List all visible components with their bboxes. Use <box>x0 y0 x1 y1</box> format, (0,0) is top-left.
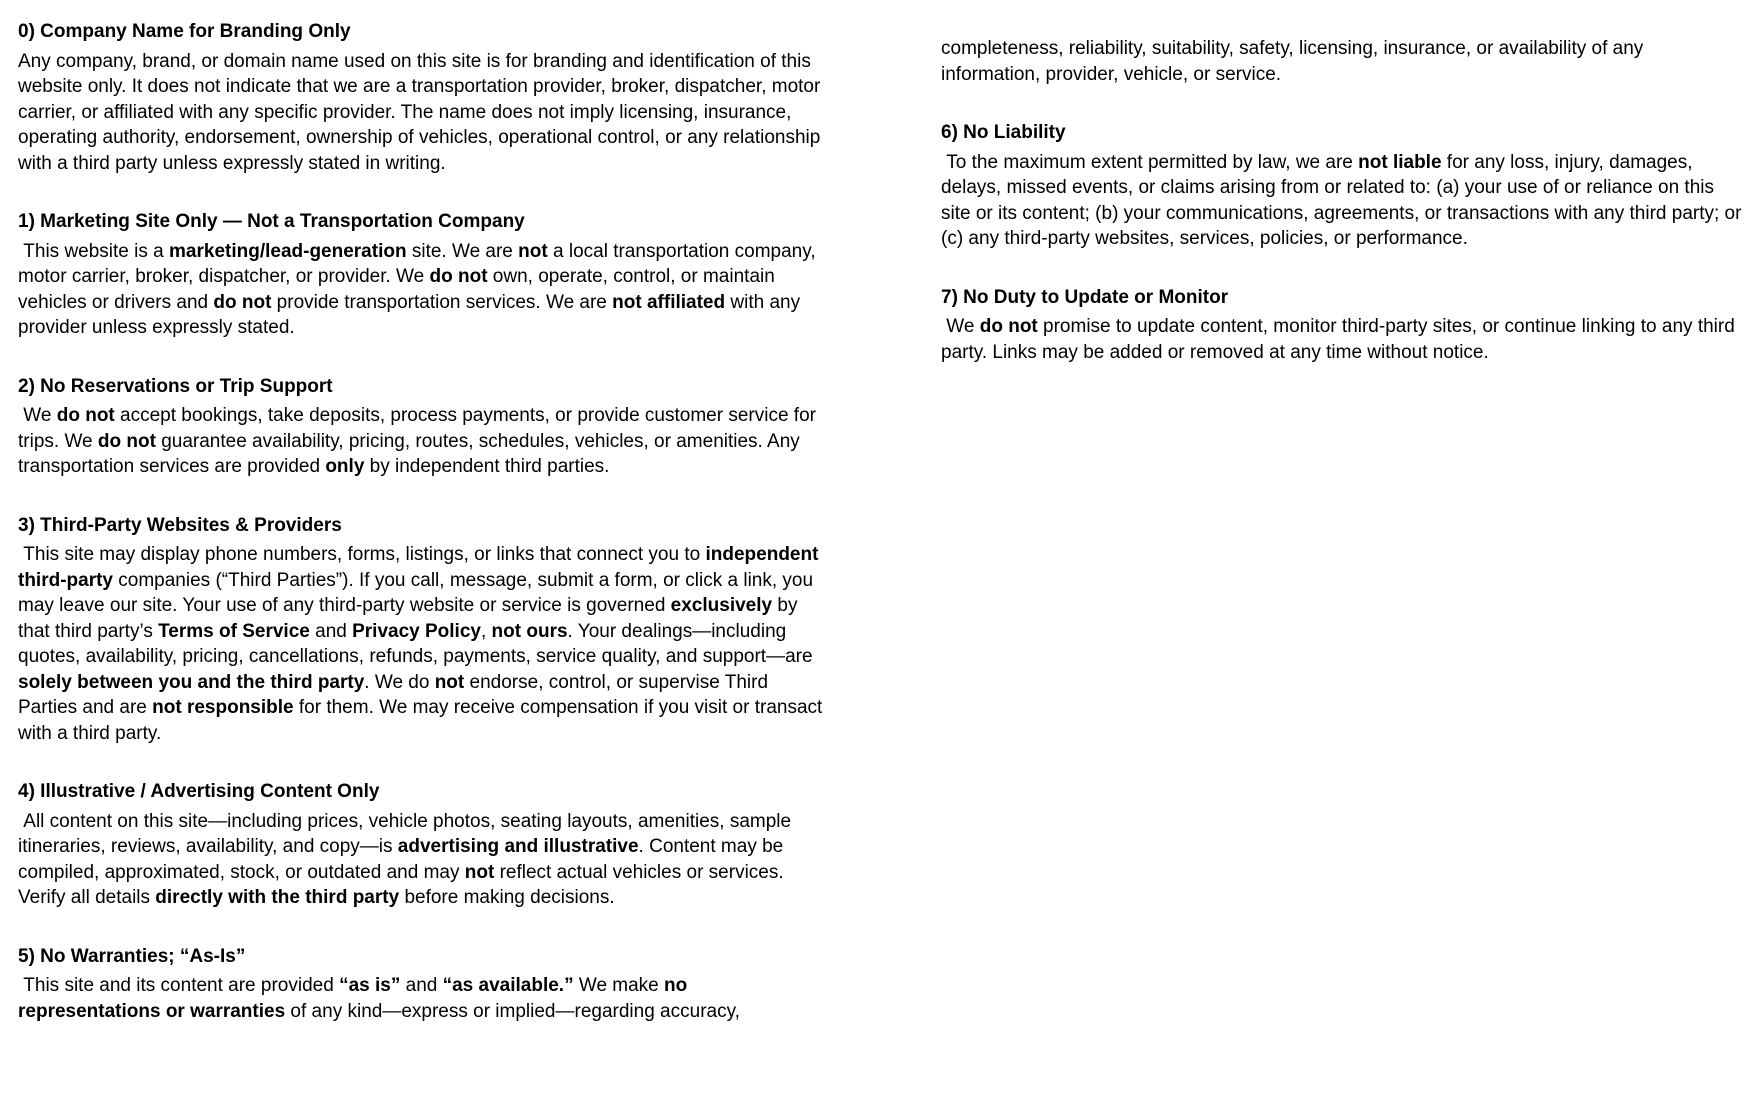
section-heading: 5) No Warranties; “As-Is” <box>18 945 246 967</box>
bold-text-run: marketing/lead-generation <box>169 240 407 262</box>
bold-text-run: directly with the third party <box>155 887 400 908</box>
text-run: provide transportation services. We are <box>271 291 613 313</box>
text-run: by that third party’s <box>18 595 803 642</box>
text-run: Any company, brand, or domain name used on this site is for branding and identification of this website only. It does not indicate that we are a transportation provider, broker, dispatcher, motor carrier, or affiliated with any specific provider. The name does not imply licensing, insurance, operating authority, endorsement, ownership of vehicles, operational control, or any relationship with a third party unless expressly stated in writing. <box>18 50 826 174</box>
text-run: To the maximum extent permitted by law, we are <box>941 151 1359 173</box>
text-run: and <box>400 975 443 996</box>
text-run: We make <box>573 975 665 996</box>
text-run: with any provider unless expressly stated. <box>18 291 806 338</box>
section-body <box>18 973 824 1024</box>
text-run: for them. We may receive compensation if you visit or transact with a third party. <box>18 697 828 744</box>
text-run: reflect actual vehicles or services. Verify all details <box>18 861 789 908</box>
bold-text-run: “as available.” <box>442 975 574 996</box>
section-3-third-party-websites-and-providers <box>18 513 828 747</box>
bold-text-run: solely between you and the third party <box>18 671 365 693</box>
section-0-company-name-for-branding-only <box>18 19 824 176</box>
bold-text-run: only <box>325 456 365 477</box>
text-run: . Your dealings—including quotes, availability, pricing, cancellations, refunds, payments, service quality, and support—are <box>18 620 818 667</box>
bold-text-run: advertising and illustrative <box>397 836 639 857</box>
bold-text-run: no representations or warranties <box>18 975 693 1022</box>
section-body <box>941 36 1747 87</box>
text-run: We <box>941 316 980 337</box>
text-run: We <box>18 405 57 426</box>
section-heading: 4) Illustrative / Advertising Content Only <box>18 781 380 802</box>
text-run: site. We are <box>406 240 519 262</box>
section-2-no-reservations-or-trip-support <box>18 374 824 480</box>
section-1-marketing-site-only <box>18 209 824 341</box>
text-run: accept bookings, take deposits, process payments, or provide customer service for trips. We <box>18 405 822 452</box>
bold-text-run: Terms of Service <box>158 620 310 642</box>
bold-text-run: independent third-party <box>18 544 824 591</box>
bold-text-run: do not <box>97 430 156 452</box>
bold-text-run: do not <box>213 291 272 313</box>
text-run: a local transportation company, motor carrier, broker, dispatcher, or provider. We <box>18 240 821 287</box>
text-run: guarantee availability, pricing, routes, schedules, vehicles, or amenities. Any transportation services are provided <box>18 430 806 477</box>
bold-text-run: do not <box>979 316 1038 337</box>
bold-text-run: do not <box>429 266 488 287</box>
section-heading: 3) Third-Party Websites & Providers <box>18 514 342 536</box>
bold-text-run: do not <box>56 405 115 426</box>
section-body <box>18 239 824 341</box>
text-run: This site may display phone numbers, forms, listings, or links that connect you to <box>18 544 706 565</box>
text-run: of any kind—express or implied—regarding accuracy, <box>285 1000 740 1022</box>
text-run: This website is a <box>18 240 170 262</box>
section-body <box>18 403 824 480</box>
section-heading: 0) Company Name for Branding Only <box>18 21 351 42</box>
section-body <box>18 49 824 177</box>
bold-text-run: not <box>464 861 495 883</box>
section-7-no-duty-to-update-or-monitor <box>941 285 1747 366</box>
bold-text-run: not <box>434 671 465 693</box>
text-run: . We do <box>364 671 435 693</box>
text-run: promise to update content, monitor third-party sites, or continue linking to any third party. Links may be added or removed at any time without notice. <box>941 316 1741 363</box>
text-run: This site and its content are provided <box>18 975 340 996</box>
section-6-no-liability <box>941 120 1747 252</box>
text-run: companies (“Third Parties”). If you call, message, submit a form, or click a link, you may leave our site. Your use of any third-party website or service is governed <box>18 569 819 616</box>
section-5-no-warranties-continuation <box>941 36 1747 87</box>
bold-text-run: not responsible <box>152 697 294 718</box>
section-body <box>941 150 1747 252</box>
text-run: and <box>309 620 353 642</box>
text-run: by independent third parties. <box>364 456 610 477</box>
section-body <box>941 314 1747 365</box>
section-heading: 7) No Duty to Update or Monitor <box>941 286 1229 308</box>
section-4-illustrative-advertising-content-only <box>18 779 824 911</box>
text-run: own, operate, control, or maintain vehicles or drivers and <box>18 266 781 313</box>
bold-text-run: Privacy Policy <box>352 620 481 642</box>
text-run: completeness, reliability, suitability, safety, licensing, insurance, or availability of any information, provider, vehicle, or service. <box>941 38 1649 85</box>
text-run: , <box>480 620 492 642</box>
section-body <box>18 542 828 746</box>
bold-text-run: exclusively <box>670 595 773 616</box>
text-run: All content on this site—including prices, vehicle photos, seating layouts, amenities, sample itineraries, reviews, availability, and copy—is <box>18 810 797 857</box>
bold-text-run: not <box>518 240 548 262</box>
bold-text-run: not liable <box>1358 151 1442 173</box>
bold-text-run: not affiliated <box>612 291 726 313</box>
column-right <box>941 19 1747 1024</box>
section-heading: 1) Marketing Site Only — Not a Transportation Company <box>18 211 525 232</box>
section-heading: 6) No Liability <box>941 122 1066 143</box>
section-body <box>18 809 824 911</box>
text-run: for any loss, injury, damages, delays, missed events, or claims arising from or related to: (a) your use of or reliance on this site or its content; (b) your communications, agreements, or transactions with any third party; or (c) any third-party websites, services, policies, or performance. <box>941 151 1747 249</box>
bold-text-run: not ours <box>491 620 568 642</box>
text-run: endorse, control, or supervise Third Parties and are <box>18 671 774 718</box>
section-heading: 2) No Reservations or Trip Support <box>18 375 333 397</box>
text-run: . Content may be compiled, approximated, stock, or outdated and may <box>18 836 789 883</box>
column-left <box>18 19 828 1024</box>
text-run: before making decisions. <box>399 887 615 908</box>
section-5-no-warranties-as-is <box>18 944 824 1025</box>
bold-text-run: “as is” <box>339 975 401 996</box>
